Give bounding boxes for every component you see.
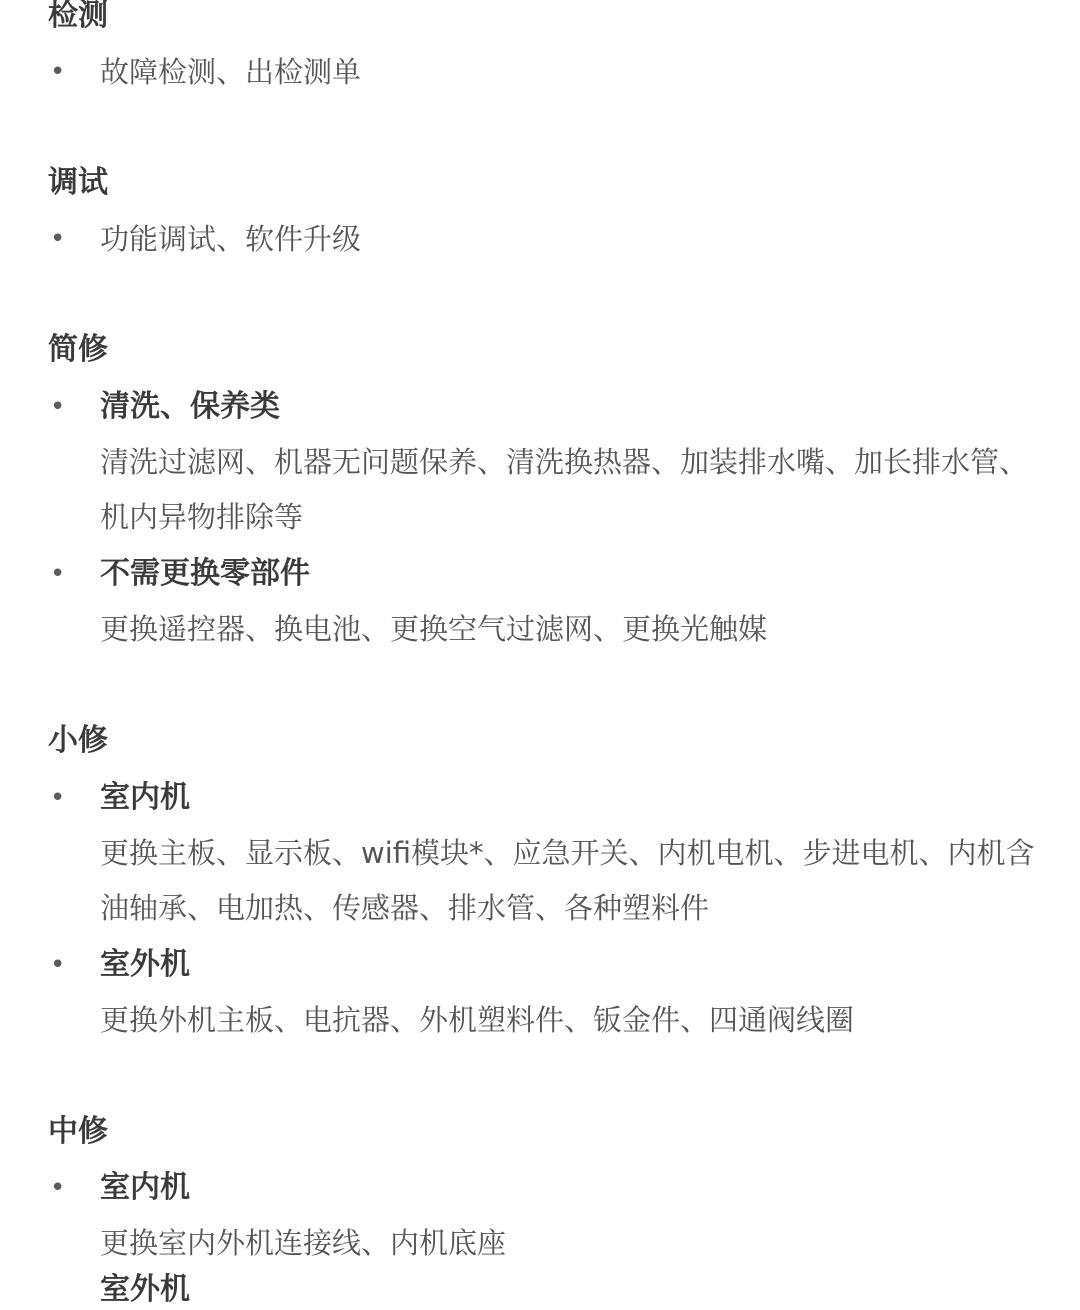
medium-repair-item-head-indoor: 室内机 bbox=[100, 1170, 190, 1205]
minor-repair-item-body-indoor: 更换主板、显示板、wifi模块*、应急开关、内机电机、步进电机、内机含油轴承、电加热、传感器、排水管、各种塑料件 bbox=[100, 836, 1035, 925]
inspection-item-text: 故障检测、出检测单 bbox=[100, 55, 362, 89]
section-title-minor-repair: 小修 bbox=[48, 723, 108, 758]
minor-repair-item-head-outdoor: 室外机 bbox=[100, 947, 190, 982]
section-title-medium-repair: 中修 bbox=[48, 1114, 108, 1149]
simple-repair-item-head-no-parts: 不需更换零部件 bbox=[100, 556, 310, 591]
section-title-simple-repair: 简修 bbox=[48, 332, 108, 367]
section-title-inspection: 检测 bbox=[48, 0, 108, 33]
section-title-debugging: 调试 bbox=[48, 165, 108, 200]
bullet: • bbox=[50, 1173, 66, 1203]
bullet: • bbox=[50, 950, 66, 980]
bullet: • bbox=[50, 559, 66, 589]
medium-repair-item-head-outdoor: 室外机 bbox=[100, 1272, 190, 1307]
bullet: • bbox=[50, 783, 66, 813]
bullet: • bbox=[50, 57, 66, 87]
simple-repair-item-body-no-parts: 更换遥控器、换电池、更换空气过滤网、更换光触媒 bbox=[100, 612, 768, 646]
simple-repair-item-head-cleaning: 清洗、保养类 bbox=[100, 389, 280, 424]
bullet: • bbox=[50, 224, 66, 254]
debugging-item-text: 功能调试、软件升级 bbox=[100, 222, 362, 256]
medium-repair-item-body-indoor: 更换室内外机连接线、内机底座 bbox=[100, 1226, 507, 1260]
minor-repair-item-body-outdoor: 更换外机主板、电抗器、外机塑料件、钣金件、四通阀线圈 bbox=[100, 1003, 855, 1037]
simple-repair-item-body-cleaning: 清洗过滤网、机器无问题保养、清洗换热器、加装排水嘴、加长排水管、机内异物排除等 bbox=[100, 445, 1029, 534]
bullet: • bbox=[50, 392, 66, 422]
minor-repair-item-head-indoor: 室内机 bbox=[100, 780, 190, 815]
